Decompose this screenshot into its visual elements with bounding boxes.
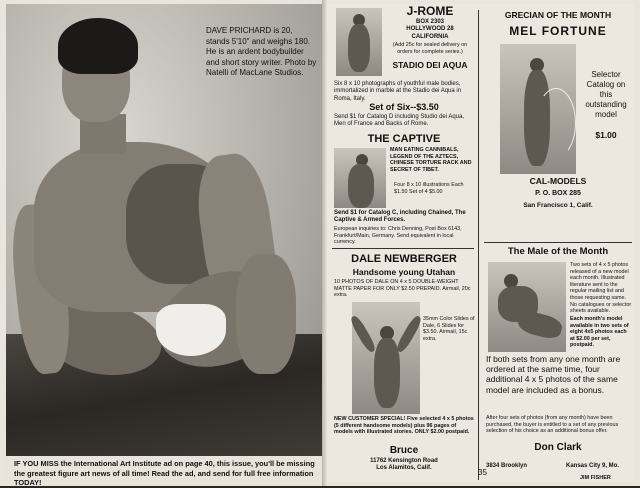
newberger-slides: 35mm Color Slides of Dale, 6 Slides for $3.50. Airmail, 15c extra. [423,316,475,342]
jrome-desc: Six 8 x 10 photographs of youthful male bodies, immortalized in marble at the Stadio dei Aqua in Roma, Italy. [334,81,462,102]
bodybuilder-photo [6,4,322,456]
left-bottom-notice: IF YOU MISS the International Art Institute ad on page 40, this issue, you'll be missing the greatest figure art news of all time! Read the ad, and send for full free information TODAY! [14,459,315,487]
calmodels-name: CAL-MODELS [529,176,587,186]
column-divider [478,10,479,480]
right-column [482,4,634,482]
grecian-name: MEL FORTUNE [509,24,607,38]
calmodels-box: P. O. BOX 285 [535,190,581,197]
grecian-promo: Selector Catalog on this outstanding model [585,70,627,119]
jrome-note: (Add 25c for sealed delivery on orders for complete series.) [392,42,468,55]
jrome-address: BOX 2303 HOLLYWOOD 28 CALIFORNIA [406,19,454,40]
jrome-series: STADIO DEI AQUA [392,60,468,70]
left-page [6,4,322,487]
jrome-price: Set of Six--$3.50 [369,102,439,112]
section-divider [332,248,474,249]
figure-posing-brief [156,304,226,356]
male-month-leg [516,309,564,342]
don-clark-street: 3834 Brooklyn [486,463,528,469]
male-month-both: If both sets from any one month are ordered at the same time, four additional 4 x 5 photos of the same model are included as a bonus. [486,354,621,395]
male-month-desc: Two sets of 4 x 5 photos released of a new model each month. Illustrated literature sent to the regular mailing list and those requesting same. No catalogues or selector sheets available. [570,262,632,315]
bruce-address: 11762 Kensington Road Los Alamitos, Calif. [370,458,438,472]
right-page [328,4,634,482]
section-divider [484,242,632,243]
statue-photo [336,8,382,76]
statue-body [348,24,370,72]
don-clark-city: Kansas City 9, Mo. [566,463,620,469]
newberger-arm [395,314,424,354]
photo-credit: JIM FISHER [580,475,611,481]
bruce-name: Bruce [389,445,419,456]
captive-body [348,164,374,208]
figure-hair [58,18,138,74]
captive-title: THE CAPTIVE [367,133,441,145]
newberger-special: NEW CUSTOMER SPECIAL! Five selected 4 x 5 photos (5 different handsome models) plus 96 pages of models with illustrated stories. ONLY $2.00 postpaid. [334,416,474,436]
captive-catalog: Send $1 for Catalog C, including Chained, The Captive & Armed Forces. [334,210,466,224]
captive-european: European inquiries to: Chris Denning, Post Box 6143, Frankfurt/Main, Germany. Send equivalent in local currency. [334,226,462,246]
newberger-arm [349,314,378,354]
male-month-each: Each month's model available in two sets of eight 4x5 photos each at $2.00 per set, postpaid. [570,316,629,349]
captive-offer: Four 8 x 10 illustrations Each $1.50 Set of 4 $5.00 [394,182,464,195]
photo-caption: DAVE PRICHARD is 20, stands 5'10" and weighs 180. He is an ardent bodybuilder and short story writer. Photo by Natelli of MacLane Studios. [206,26,317,77]
male-month-photo [488,262,566,352]
newberger-desc: 10 PHOTOS OF DALE ON 4 x 5 DOUBLE-WEIGHT MATTE PAPER FOR ONLY $2.50 PREPAID. Airmail, 20c extra. [334,279,471,299]
middle-column [328,4,476,482]
captive-photo [334,148,386,208]
grecian-price: $1.00 [595,130,617,140]
newberger-photo [352,302,420,414]
calmodels-city: San Francisco 1, Calif. [523,202,593,209]
newberger-title: DALE NEWBERGER [351,253,457,265]
jrome-title: J-ROME [406,4,454,18]
mel-fortune-photo [500,44,576,174]
don-clark-name: Don Clark [534,442,582,453]
rope-prop [536,88,576,158]
captive-desc: MAN EATING CANNIBALS, LEGEND OF THE AZTECS, CHINESE TORTURE RACK AND SECRET OF TIBET. [390,147,472,173]
page-number: 35 [478,468,487,477]
figure-knee [236,254,296,374]
male-month-heading: The Male of the Month [507,246,609,257]
jrome-catalog: Send $1 for Catalog D including Studio dei Aqua, Men of France and Backs of Rome. [334,114,465,128]
grecian-heading: GRECIAN OF THE MONTH [504,10,612,20]
male-month-after: After four sets of photos (from any month) have been purchased, the buyer is entitled to a set of any previous selection of his choice as an additional bonus offer. [486,415,619,435]
newberger-subtitle: Handsome young Utahan [352,267,456,277]
